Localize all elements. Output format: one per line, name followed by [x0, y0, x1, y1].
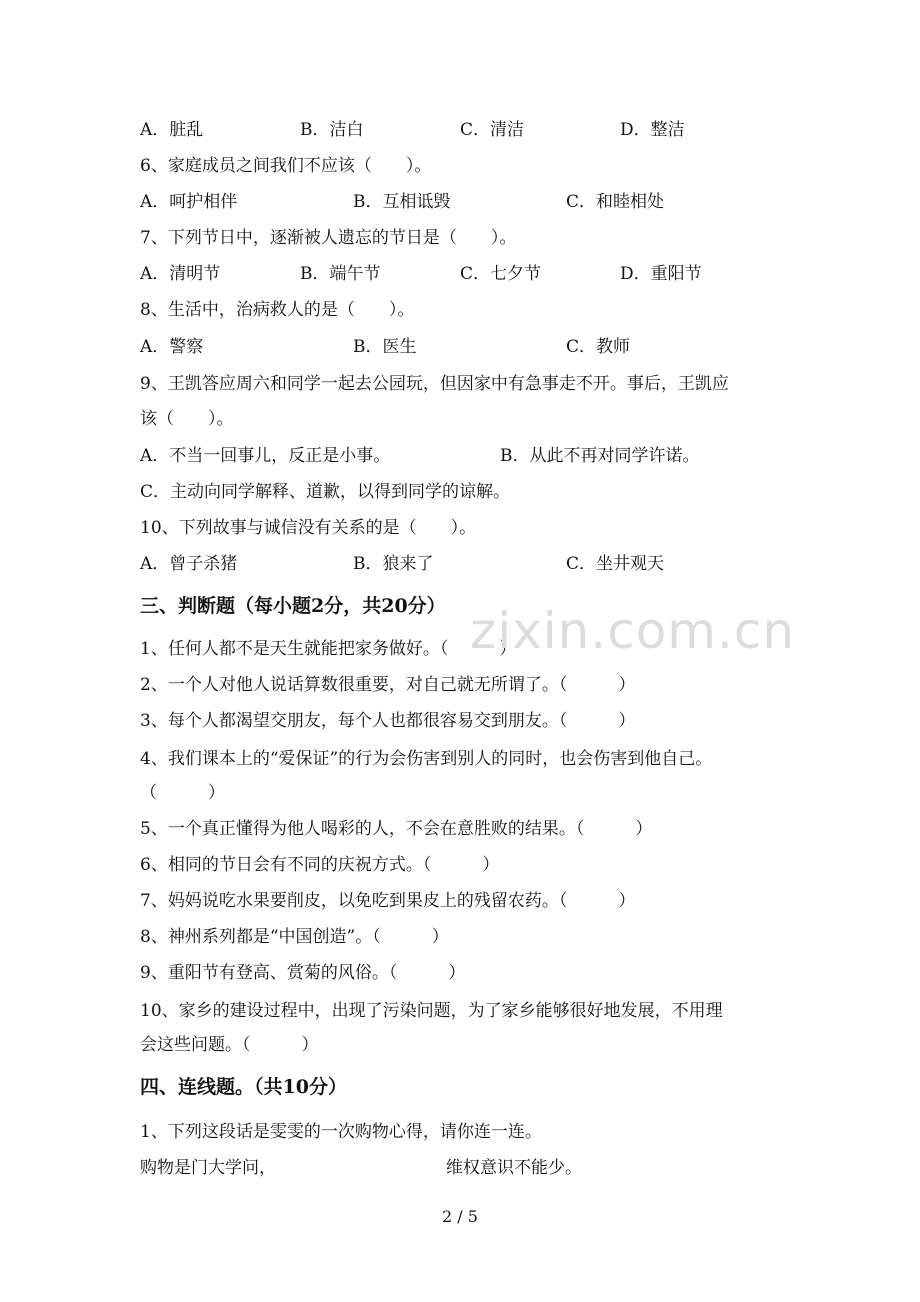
matching-q1-stem: 1、下列这段话是雯雯的一次购物心得，请你连一连。: [140, 1122, 542, 1142]
matching-right-item[interactable]: 维权意识不能少。: [446, 1158, 582, 1178]
tf-item-10-line2: 会这些问题。（ ）: [140, 1035, 319, 1055]
q5-option-b[interactable]: B．洁白: [300, 120, 364, 140]
q10-option-a[interactable]: A．曾子杀猪: [140, 554, 238, 574]
q7-option-b[interactable]: B．端午节: [300, 264, 381, 284]
tf-item-1: 1、任何人都不是天生就能把家务做好。（ ）: [140, 639, 517, 659]
q9-stem-line2: 该（ ）。: [140, 409, 234, 429]
q9-options-row1: [140, 443, 790, 469]
q5-option-d[interactable]: D．整洁: [620, 120, 685, 140]
q6-options: [140, 189, 790, 215]
section3-title: 三、判断题（每小题2分，共20分）: [140, 595, 446, 617]
tf-item-5: 5、一个真正懂得为他人喝彩的人，不会在意胜败的结果。（ ）: [140, 819, 653, 839]
q9-option-a[interactable]: A．不当一回事儿，反正是小事。: [140, 446, 391, 466]
tf-item-6: 6、相同的节日会有不同的庆祝方式。（ ）: [140, 855, 500, 875]
tf-item-4: 4、我们课本上的“爱保证”的行为会伤害到别人的同时，也会伤害到他自己。: [140, 749, 713, 769]
q7-option-d[interactable]: D．重阳节: [620, 264, 702, 284]
q10-option-b[interactable]: B．狼来了: [353, 554, 434, 574]
q6-stem: 6、家庭成员之间我们不应该（ ）。: [140, 156, 432, 176]
q6-option-a[interactable]: A．呵护相伴: [140, 192, 238, 212]
q8-stem: 8、生活中，治病救人的是（ ）。: [140, 300, 415, 320]
q9-stem-line1: 9、王凯答应周六和同学一起去公园玩，但因家中有急事走不开。事后，王凯应: [140, 374, 729, 394]
page-number: 2 / 5: [442, 1207, 478, 1226]
tf-item-10: 10、家乡的建设过程中，出现了污染问题，为了家乡能够很好地发展，不用理: [140, 1001, 723, 1021]
q5-option-a[interactable]: A．脏乱: [140, 120, 204, 140]
q10-options: [140, 551, 790, 577]
q8-option-b[interactable]: B．医生: [353, 337, 417, 357]
q7-options: [140, 261, 790, 287]
tf-item-7: 7、妈妈说吃水果要削皮，以免吃到果皮上的残留农药。（ ）: [140, 891, 636, 911]
section4-title: 四、连线题。（共10分）: [140, 1076, 347, 1098]
tf-item-4-blank: （ ）: [140, 783, 225, 803]
matching-left-item[interactable]: 购物是门大学问，: [140, 1158, 276, 1178]
tf-item-9: 9、重阳节有登高、赏菊的风俗。（ ）: [140, 963, 466, 983]
q8-options: [140, 334, 790, 360]
tf-item-2: 2、一个人对他人说话算数很重要，对自己就无所谓了。（ ）: [140, 675, 636, 695]
tf-item-8: 8、神州系列都是“中国创造”。（ ）: [140, 927, 449, 947]
q7-option-c[interactable]: C．七夕节: [460, 264, 542, 284]
tf-item-3: 3、每个人都渴望交朋友，每个人也都很容易交到朋友。（ ）: [140, 711, 636, 731]
q9-option-b[interactable]: B．从此不再对同学许诺。: [500, 446, 700, 466]
q7-stem: 7、下列节日中，逐渐被人遗忘的节日是（ ）。: [140, 228, 517, 248]
q10-stem: 10、下列故事与诚信没有关系的是（ ）。: [140, 518, 477, 538]
q6-option-b[interactable]: B．互相诋毁: [353, 192, 451, 212]
q8-option-c[interactable]: C．教师: [566, 337, 631, 357]
q7-option-a[interactable]: A．清明节: [140, 264, 221, 284]
watermark: zixin.com.cn: [470, 602, 796, 660]
q8-option-a[interactable]: A．警察: [140, 337, 204, 357]
q5-option-c[interactable]: C．清洁: [460, 120, 525, 140]
q5-options: [140, 117, 790, 143]
matching-row-1: [140, 1155, 790, 1181]
q6-option-c[interactable]: C．和睦相处: [566, 192, 665, 212]
q9-option-c[interactable]: C．主动向同学解释、道歉，以得到同学的谅解。: [140, 482, 511, 502]
q10-option-c[interactable]: C．坐井观天: [566, 554, 665, 574]
